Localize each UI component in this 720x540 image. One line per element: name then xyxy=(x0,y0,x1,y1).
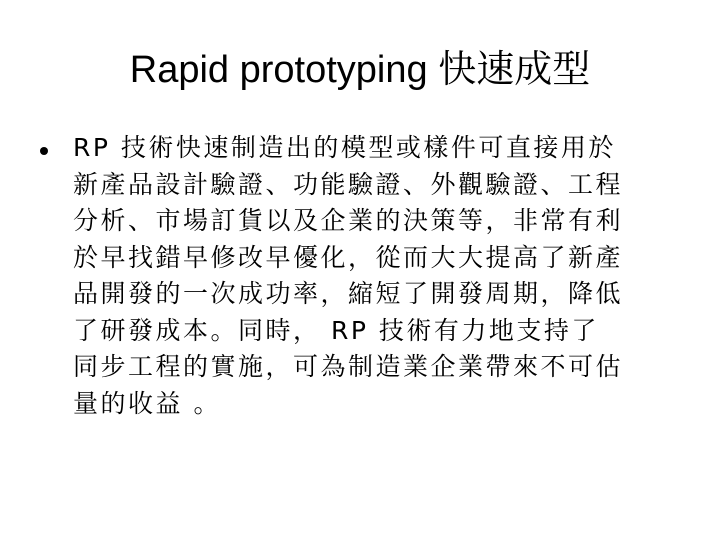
bullet-item xyxy=(34,130,634,422)
bullet-dot-icon xyxy=(40,147,48,155)
slide-title: Rapid prototyping 快速成型 xyxy=(129,49,591,91)
bullet-list xyxy=(34,130,634,422)
bullet-text: RP 技術快速制造出的模型或樣件可直接用於新產品設計驗證、功能驗證、外觀驗證、工程分析、市場訂貨以及企業的決策等，非常有利於早找錯早修改早優化，從而大大提高了新產品開發的一次成功率，縮短了開發周期，降低了研發成本。同時， RP 技術有力地支持了同步工程的實施，可為制造業企業帶來不可估量的收益 。 xyxy=(73,133,624,418)
